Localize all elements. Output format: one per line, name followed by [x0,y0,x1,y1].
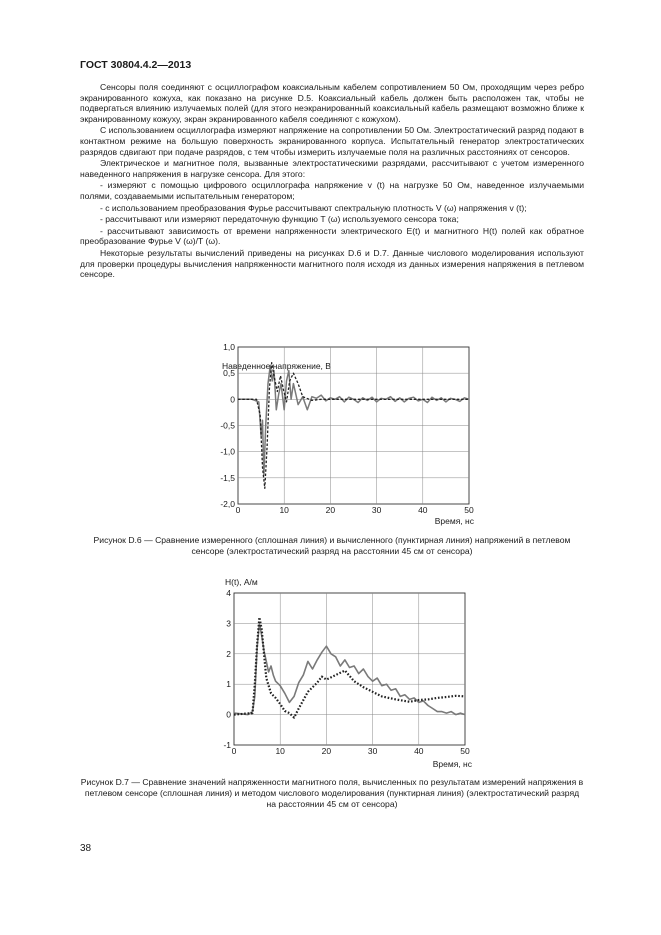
paragraph: Сенсоры поля соединяют с осциллографом коаксиальным кабелем сопротивлением 50 Ом, проходящим через ребро экранированного кожуха, как показано на рисунке D.5. Коаксиальный кабель должен быть расположен так, чтобы не подвергаться влиянию излучаемых полей (для этого неэкранированный коаксиальный кабель размещают возможно ближе к экранированному кожуху, экран экранированного кабеля соединяют с кожухом). [80,82,584,124]
y-tick-label: -1 [223,740,231,750]
y-tick-label: 3 [226,618,231,629]
figure-d6-caption: Рисунок D.6 — Сравнение измеренного (сплошная линия) и вычисленного (пунктирная линия) напряжений в петлевом сенсоре (электростатический разряд на расстоянии 45 см от сенсора) [93,535,571,556]
x-tick-label: 20 [325,505,336,515]
x-tick-label: 10 [279,505,289,515]
y-tick-label: -1,0 [220,446,235,457]
x-tick-label: 30 [371,505,382,515]
figure-d7-caption: Рисунок D.7 — Сравнение значений напряженности магнитного поля, вычисленных по результатам измерений напряжения в петлевом сенсоре (сплошная линия) и методом числового моделирования (пунктирная линия) (электростатический разряд на расстоянии 45 см от сенсора) [80,777,584,809]
y-axis-label: H(t), А/м [225,577,258,587]
x-tick-label: 0 [231,746,237,756]
measured-series-line [234,623,465,714]
paragraph: Некоторые результаты вычислений приведены на рисунках D.6 и D.7. Данные числового моделирования используют для проверки процедуры вычисления напряженности магнитного поля исходя из данных измерения напряжения в петлевом сенсоре. [80,247,584,280]
x-axis-label: Время, нс [434,516,474,526]
paragraph: Электрическое и магнитное поля, вызванные электростатическими разрядами, рассчитывают с учетом измеренного наведенного напряжения в нагрузке сенсора. Для этого: [80,158,584,179]
list-item: - рассчитывают или измеряют передаточную функцию T (ω) используемого сенсора тока; [100,214,459,225]
list-item: - рассчитывают зависимость от времени напряженности электрического E(t) и магнитного H(t) полей как обратное преобразование Фурье V (ω)/T (ω). [80,225,584,247]
standard-header: ГОСТ 30804.4.2—2013 [80,59,192,71]
plot-frame [234,593,465,745]
computed-series-line [234,617,465,717]
plot-frame [238,347,469,504]
y-tick-label: -1,5 [220,472,235,483]
computed-series-line [238,363,469,489]
y-tick-label: -0,5 [220,420,235,431]
measured-series-line [238,365,469,475]
paragraph: С использованием осциллографа измеряют напряжение на сопротивлении 50 Ом. Электростатический разряд подают в контактном режиме на большую поверхность экранированного корпуса. Испытательный генератор электростатических разрядов сдвигают при подаче разрядов, с тем чтобы измерить излучаемые поля на различных расстояниях от сенсоров. [80,125,584,157]
y-tick-label: 2 [226,648,231,659]
x-tick-label: 50 [464,505,474,515]
y-axis-label: Наведенное напряжение, В [222,361,331,371]
x-tick-label: 20 [321,746,332,756]
x-tick-label: 40 [414,746,424,756]
x-axis-label: Время, нс [432,759,472,769]
list-item: - измеряют с помощью цифрового осциллографа напряжение v (t) на нагрузке 50 Ом, наведенное излучаемыми полями, создаваемыми испытательным генератором; [80,180,584,201]
list-item: - с использованием преобразования Фурье рассчитывают спектральную плотность V (ω) напряжения v (t); [100,202,527,213]
x-tick-label: 0 [235,505,241,515]
body-text [80,82,584,281]
y-tick-label: 0,5 [223,368,235,379]
x-tick-label: 50 [460,746,470,756]
y-tick-label: 0 [226,709,231,720]
x-tick-label: 10 [275,746,285,756]
x-tick-label: 30 [367,746,378,756]
y-tick-label: 1,0 [223,342,235,352]
y-tick-label: 4 [226,588,231,598]
y-tick-label: 1 [226,679,231,690]
y-tick-label: 0 [230,394,235,405]
y-tick-label: -2,0 [220,499,235,509]
page-number: 38 [80,843,92,854]
x-tick-label: 40 [418,505,428,515]
